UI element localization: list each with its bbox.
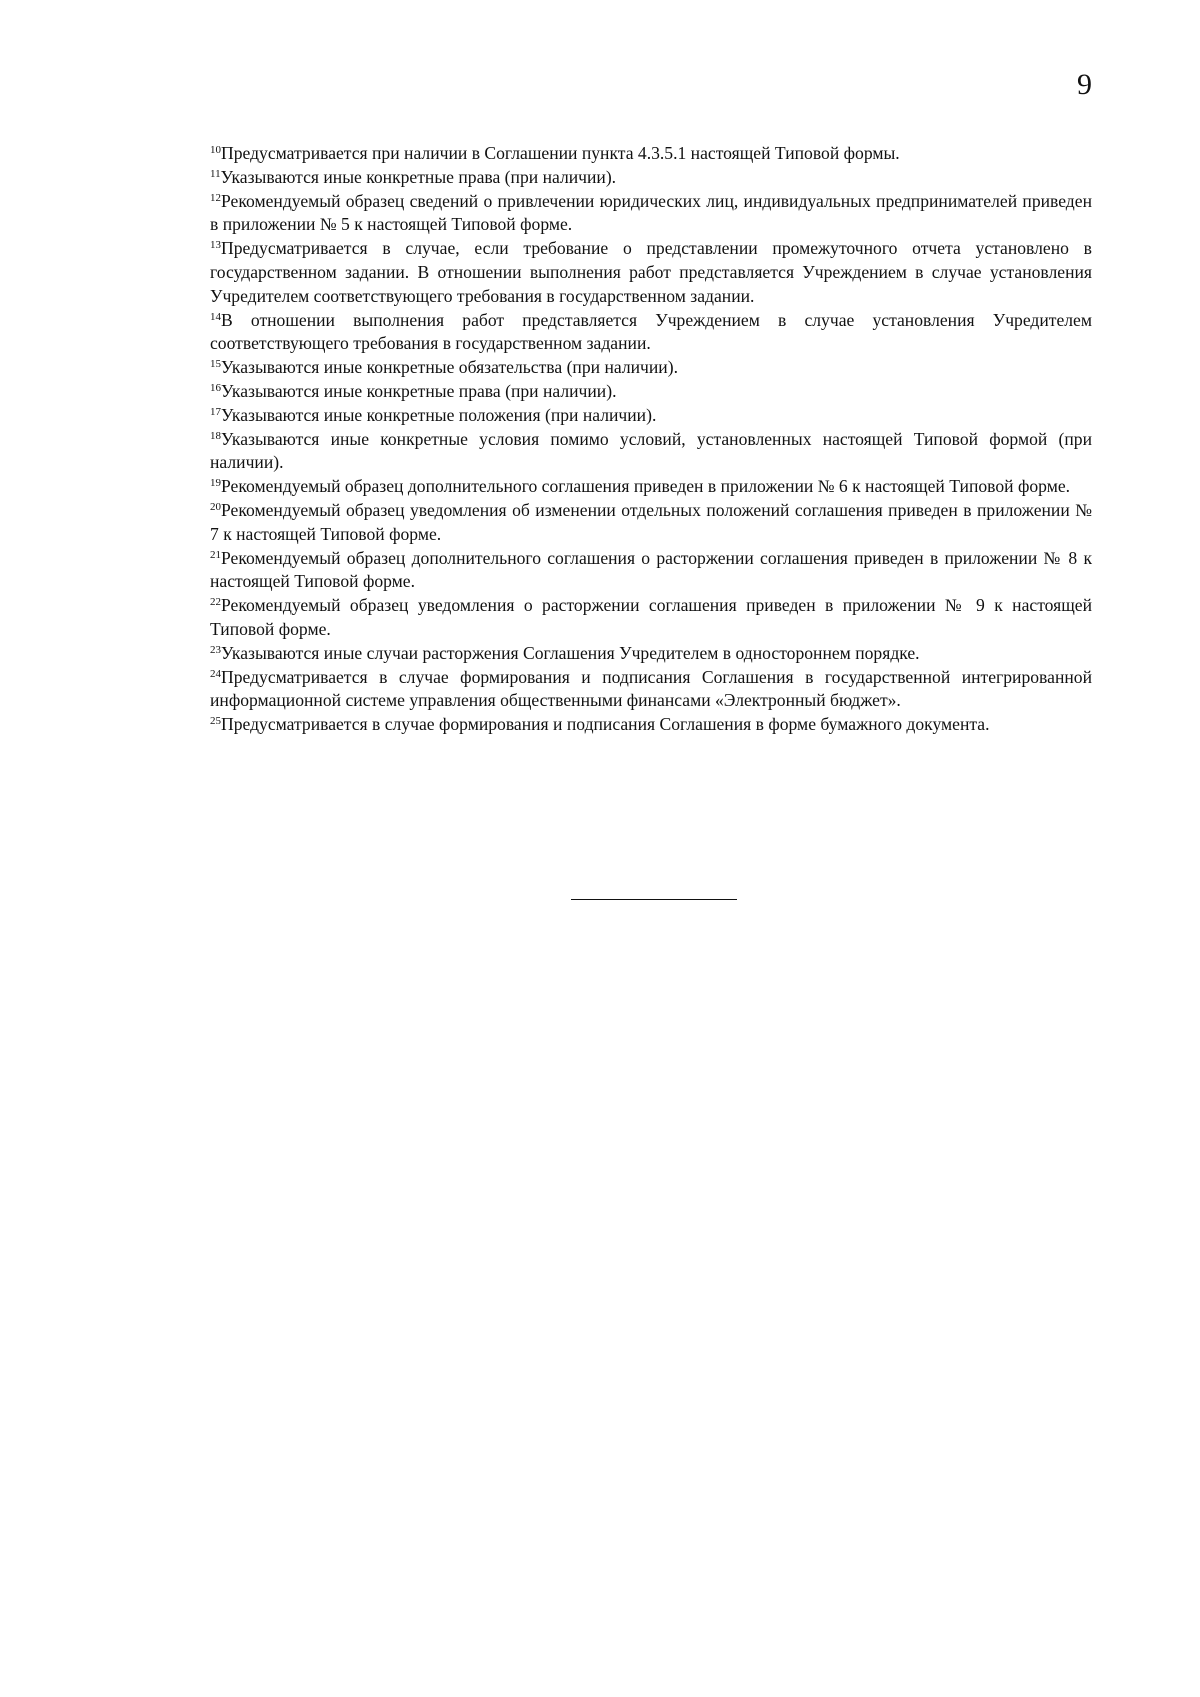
footnote-mark: 10 bbox=[210, 144, 221, 156]
footnote-mark: 17 bbox=[210, 405, 221, 418]
footnote-mark: 14 bbox=[210, 310, 221, 323]
footnote-text: Указываются иные конкретные условия помимо условий, установленных настоящей Типовой формой (при наличии). bbox=[210, 428, 1092, 473]
footnote-11 bbox=[210, 166, 1092, 190]
footnote-mark: 16 bbox=[210, 381, 221, 394]
footnote-text: Рекомендуемый образец сведений о привлечении юридических лиц, индивидуальных предпринимателей приведен в приложении № 5 к настоящей Типовой форме. bbox=[210, 190, 1092, 235]
page-number: 9 bbox=[1077, 68, 1092, 101]
footnote-mark: 18 bbox=[210, 429, 221, 442]
footnotes-list bbox=[210, 142, 1092, 737]
footnote-22 bbox=[210, 594, 1092, 642]
footnote-text: Предусматривается в случае формирования и подписания Соглашения в форме бумажного документа. bbox=[221, 714, 990, 735]
footnote-text: Рекомендуемый образец дополнительного соглашения приведен в приложении № 6 к настоящей Типовой форме. bbox=[221, 476, 1071, 497]
footnote-16 bbox=[210, 380, 1092, 404]
footnote-text: Указываются иные конкретные положения (при наличии). bbox=[221, 404, 657, 425]
footnote-mark: 22 bbox=[210, 596, 221, 609]
footnote-text: Предусматривается при наличии в Соглашении пункта 4.3.5.1 настоящей Типовой формы. bbox=[221, 143, 900, 163]
footnote-text: Указываются иные конкретные права (при наличии). bbox=[220, 166, 617, 187]
footnote-text: Рекомендуемый образец уведомления об изменении отдельных положений соглашения приведен в приложении № 7 к настоящей Типовой форме. bbox=[210, 499, 1092, 544]
footnote-19 bbox=[210, 475, 1092, 499]
footnote-21 bbox=[210, 547, 1092, 595]
footnote-mark: 11 bbox=[210, 167, 221, 180]
footnote-mark: 25 bbox=[210, 715, 221, 728]
footnote-mark: 20 bbox=[210, 500, 221, 513]
footnote-mark: 23 bbox=[210, 643, 221, 656]
footnote-13 bbox=[210, 237, 1092, 308]
footnote-text: Предусматривается в случае, если требование о представлении промежуточного отчета установлено в государственном задании. В отношении выполнения работ представляется Учреждением в случае установления Учредителем соответствующего требования в государственном задании. bbox=[210, 238, 1092, 306]
footnote-text: Предусматривается в случае формирования и подписания Соглашения в государственной интегрированной информационной системе управления общественными финансами «Электронный бюджет». bbox=[210, 666, 1092, 711]
footnote-mark: 21 bbox=[210, 548, 221, 561]
footnote-17 bbox=[210, 404, 1092, 428]
footnote-18 bbox=[210, 428, 1092, 476]
footnote-mark: 12 bbox=[210, 191, 221, 204]
footnote-text: Рекомендуемый образец уведомления о расторжении соглашения приведен в приложении № 9 к настоящей Типовой форме. bbox=[210, 595, 1092, 639]
footnote-12 bbox=[210, 190, 1092, 238]
footnote-mark: 19 bbox=[210, 477, 221, 490]
footnote-mark: 15 bbox=[210, 358, 221, 371]
footnote-text: В отношении выполнения работ представляется Учреждением в случае установления Учредителем соответствующего требования в государственном задании. bbox=[210, 309, 1092, 354]
footnote-mark: 24 bbox=[210, 667, 221, 680]
footnote-text: Рекомендуемый образец дополнительного соглашения о расторжении соглашения приведен в приложении № 8 к настоящей Типовой форме. bbox=[210, 547, 1092, 592]
footnote-15 bbox=[210, 356, 1092, 380]
footnote-24 bbox=[210, 666, 1092, 714]
footnote-text: Указываются иные случаи расторжения Соглашения Учредителем в одностороннем порядке. bbox=[221, 642, 920, 663]
footnote-10 bbox=[210, 142, 1092, 166]
footnote-25 bbox=[210, 713, 1092, 737]
footnote-23 bbox=[210, 642, 1092, 666]
footnote-20 bbox=[210, 499, 1092, 547]
footnote-text: Указываются иные конкретные обязательства (при наличии). bbox=[221, 357, 678, 378]
end-of-text-rule bbox=[571, 899, 737, 900]
footnote-mark: 13 bbox=[210, 239, 221, 252]
footnote-text: Указываются иные конкретные права (при наличии). bbox=[221, 380, 617, 401]
footnote-14 bbox=[210, 309, 1092, 357]
